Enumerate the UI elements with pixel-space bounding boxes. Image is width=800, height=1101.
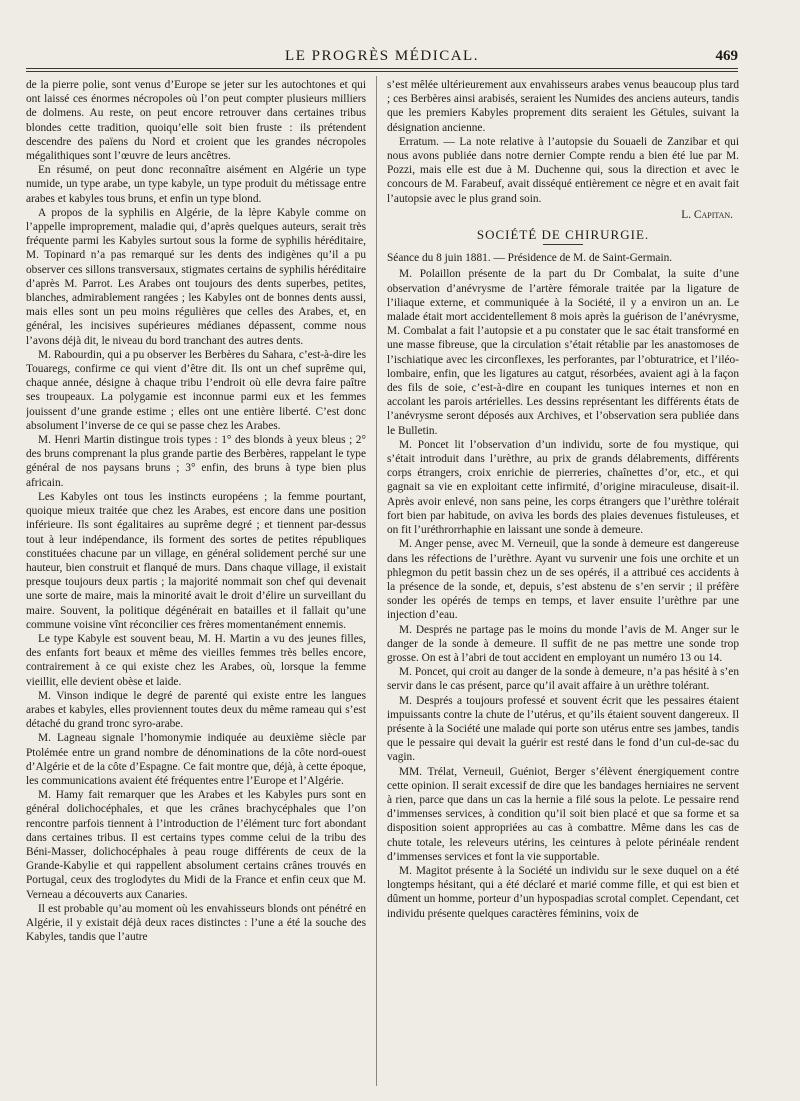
paragraph: M. Vinson indique le degré de parenté qui existe entre les langues arabes et kabyles, elles proviennent toutes deux du même rameau qui s’est détaché du grand tronc syro-arabe. (26, 689, 366, 731)
paragraph: Les Kabyles ont tous les instincts européens ; la femme pourtant, quoique mieux traitée que chez les Arabes, est encore dans une position inférieure. Ils sont égalitaires au suprême degré ; et tiennent par-dessus tout à leur indépendance, ils forment des sortes de petites républiques constituées chacune par un village, en général solidement perché sur une hauteur, bien construit et flanqué de murs. Dans chaque village, il existait presque toujours deux partis ; la majorité nommait son chef qui devenait une sorte de maire, mais la minorité avait le droit d’élire un surveillant du maire. Souvent, la politique dégénérait en batailles et il fallait qu’une commune voisine vînt réconcilier ces frères momentanément ennemis. (26, 490, 366, 631)
column-divider (376, 76, 377, 1086)
left-column (26, 78, 366, 1088)
paragraph: M. Poncet, qui croit au danger de la sonde à demeure, n’a pas hésité à s’en servir dans le cas présent, parce qu’il avait affaire à un urèthre tolérant. (387, 666, 739, 693)
paragraph: Le type Kabyle est souvent beau, M. H. Martin a vu des jeunes filles, des enfants fort beaux et même des vieilles femmes très belles encore, contrairement à ce qui existe chez les Arabes, où, lorsque la femme vieillit, elle devient obèse et laide. (26, 632, 366, 688)
journal-title: LE PROGRÈS MÉDICAL. (285, 48, 479, 64)
paragraph: M. Després ne partage pas le moins du monde l’avis de M. Anger sur le danger de la sonde à demeure. Il suffit de ne pas mettre une sonde trop grosse. On est à l’abri de tout accident en employant un numéro 13 ou 14. (387, 623, 739, 664)
title-rule (543, 244, 583, 245)
paragraph: M. Rabourdin, qui a pu observer les Berbères du Sahara, c’est-à-dire les Touaregs, confirme ce qui vient d’être dit. Ils ont un chef suprême qui, chaque année, désigne à chaque tribu l’endroit où elle devra faire paître ses troupeaux. La polygamie est inconnue parmi eux et les femmes jouissent d’une grande estime ; elles ont une entière liberté. C’est donc absolument l’inverse de ce qui se passe chez les Arabes. (26, 348, 366, 432)
paragraph: M. Henri Martin distingue trois types : 1° des blonds à yeux bleus ; 2° des bruns comprenant la plus grande partie des Berbères, rappelant le type général de nos paysans bruns ; 3° enfin, des bruns à type bien plus africain. (26, 434, 366, 489)
page-header (26, 44, 738, 70)
paragraph: MM. Trélat, Verneuil, Guéniot, Berger s’élèvent énergiquement contre cette opinion. Il serait excessif de dire que les bandages herniaires ne servent à rien, parce que dans un cas la hernie a filé sous la pelote. Le pessaire rend d’immenses services, à condition qu’il soit bien placé et que sa forme et sa disposition soient appropriées au cas à combattre. Même dans les cas de chute totale, les releveurs utérins, les ceintures à pelote périnéale rendent d’immenses services et font la vie supportable. (387, 765, 739, 863)
paragraph: Il est probable qu’au moment où les envahisseurs blonds ont pénétré en Algérie, il y existait déjà deux races distinctes : l’une a été la souche des Kabyles, tandis que l’autre (26, 902, 366, 944)
paragraph: s’est mêlée ultérieurement aux envahisseurs arabes venus beaucoup plus tard ; ces Berbères ainsi arabisés, seraient les Numides des anciens auteurs, tandis que les premiers Kabyles proprement dits seraient les Gétules, suivant la désignation ancienne. (387, 79, 739, 134)
header-rule (26, 68, 738, 72)
paragraph: M. Anger pense, avec M. Verneuil, que la sonde à demeure est dangereuse dans les réfections de l’urèthre. Ayant vu survenir une fois une orchite et un phlegmon du petit bassin chez un de ses opérés, il a attribué ces accidents à la présence de la sonde, et, depuis, s’est abstenu de s’en servir ; il préfère sonder les opérés de temps en temps, et laver ensuite l’urèthre par une injection d’eau. (387, 538, 739, 622)
paragraph: A propos de la syphilis en Algérie, de la lèpre Kabyle comme on l’appelle improprement, maladie qui, d’après quelques auteurs, serait très fréquente parmi les Kabyles surtout sous la forme de syphilis héréditaire, M. Topinard n’a pas remarqué sur les dents des indigènes qu’il a pu observer ces sillons transversaux, stigmates certains de syphilis héréditaire d’après M. Parrot. Les Arabes ont toujours des dents superbes, petites, blanches, admirablement rangées ; les Kabyles ont de bonnes dents aussi, mais elles sont un peu moins régulières que celles des Arabes, et, en général, les incisives supérieures médianes dépassent, comme nous l’avons déjà dit, le niveau du bord tranchant des autres dents. (26, 206, 366, 347)
paragraph: M. Després a toujours professé et souvent écrit que les pessaires étaient impuissants contre la chute de l’utérus, et qu’ils étaient souvent dangereux. Il présente à la Société une malade qui porte son utérus entre ses jambes, tandis que le pessaire qui devait la guérir est resté dans le fond d’un cul-de-sac du vagin. (387, 694, 739, 764)
author-signature: L. Capitan. (681, 208, 733, 221)
paragraph: M. Magitot présente à la Société un individu sur le sexe duquel on a été longtemps hésitant, qui a été déclaré et marié comme fille, et qui est bien et dûment un homme, porteur d’un hypospadias scrotal complet. Cependant, cet individu présente quelques caractères féminins, voix de (387, 864, 739, 920)
page-number: 469 (715, 48, 738, 64)
paragraph: En résumé, on peut donc reconnaître aisément en Algérie un type numide, un type arabe, un type kabyle, un type produit du métissage entre arabes et kabyles tous bruns, et enfin un type blond. (26, 164, 366, 205)
section-title: SOCIÉTÉ DE CHIRURGIE. (476, 227, 650, 243)
right-column (387, 78, 739, 1088)
paragraph: M. Poncet lit l’observation d’un individu, sorte de fou mystique, qui s’était introduit dans l’urèthre, au prix de grands délabrements, différents corps étrangers, croix enrichie de pierreries, chaînettes d’or, etc., et qui gagnait sa vie en exploitant cette infirmité, d’origine miraculeuse, disait-il. Après avoir enlevé, non sans peine, les corps étrangers que l’urèthre tolérait fort bien par habitude, on aviva les bords des plaies devenues fistuleuses, et on fit l’uréthrorrhaphie en laissant une sonde à demeure. (387, 438, 739, 537)
seance-line: Séance du 8 juin 1881. — Présidence de M. de Saint-Germain. (387, 252, 673, 265)
paragraph: M. Hamy fait remarquer que les Arabes et les Kabyles purs sont en général dolichocéphales, et que les crânes brachycéphales que l’on rencontre parfois tiennent à l’introduction de l’élément turc fort abondant dans certaines tribus. Il est certains types comme celui de la tribu des Béni-Masser, dolichocéphales à peau rouge différents de ceux de la Grande-Kabylie et qui rappellent absolument certains crânes trouvés en Portugal, ceux des troglodytes du Midi de la France et enfin ceux que M. Verneau a découverts aux Canaries. (26, 789, 366, 901)
paragraph: de la pierre polie, sont venus d’Europe se jeter sur les autochtones et qui ont laissé ces énormes nécropoles où l’on peut compter plusieurs milliers de dolmens. Au reste, on peut encore retrouver dans certaines tribus blondes cette tradition, quoiqu’elle soit bien fruste : ils prétendent descendre des païens du Nord et croient que les grandes nécropoles mégalithiques sont l’œuvre de leurs ancêtres. (26, 79, 366, 163)
paragraph: M. Lagneau signale l’homonymie indiquée au deuxième siècle par Ptolémée entre un grand nombre de dénominations de la côte nord-ouest d’Algérie et de la côte d’Espagne. Ce fait montre que, déjà, à cette époque, les communications avaient été fréquentes entre l’Europe et l’Algérie. (26, 732, 366, 787)
paragraph: M. Polaillon présente de la part du Dr Combalat, la suite d’une observation d’anévrysme de l’artère fémorale traitée par la ligature de l’iliaque externe, et communiquée à la Société, il y a environ un an. Le malade était mort accidentellement 8 mois après la guérison de l’anévrysme, M. Combalat a fait l’autopsie et a pu constater que le sac était transformé en une masse fibreuse, que la circulation s’était rétablie par les anastomoses de l’ischiatique avec les circonflexes, les perforantes, par l’obturatrice, et l’iléo-lombaire, enfin, que les ligatures au catgut, résorbées, avaient agi à la façon des fils de soie, c’est-à-dire en coupant les tuniques internes et non en accolant les parois artérielles. Les dessins représentant les différents états de l’anévrysme seront déposés aux Archives, et l’observation sera publiée dans le Bulletin. (387, 268, 739, 437)
erratum-paragraph: Erratum. — La note relative à l’autopsie du Souaeli de Zanzibar et qui nous avons publiée dans notre dernier Compte rendu a bien été lue par M. Pozzi, mais elle est due à M. Duchenne qui, sous la direction et avec le concours de M. Farabeuf, avait disséqué entièrement ce nègre et en avait fait l’autopsie avec le plus grand soin. (387, 135, 739, 205)
